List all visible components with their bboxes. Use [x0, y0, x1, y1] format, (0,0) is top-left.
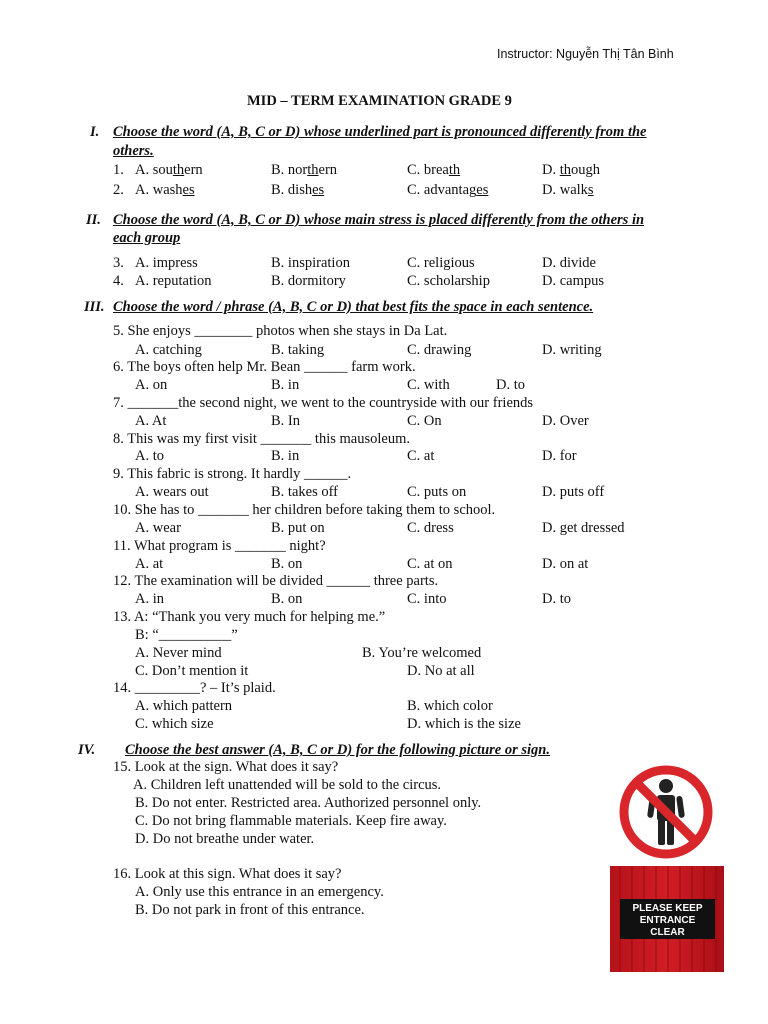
question-stem: 15. Look at the sign. What does it say?	[113, 759, 339, 775]
option-a: A. Never mind	[135, 645, 222, 661]
section-number: II.	[86, 212, 101, 228]
option-d: D. to	[542, 591, 571, 607]
option-c: C. dress	[407, 520, 454, 536]
option-c: C. religious	[407, 255, 475, 271]
sign-text-line: PLEASE KEEP	[632, 903, 703, 914]
section-number: III.	[84, 299, 105, 315]
option-d: D. No at all	[407, 663, 475, 679]
option-b: B. takes off	[271, 484, 338, 500]
option-b: B. inspiration	[271, 255, 350, 271]
option-b: B. In	[271, 413, 300, 429]
section-instruction: Choose the best answer (A, B, C or D) for the following picture or sign.	[125, 742, 550, 758]
instructor-name: Instructor: Nguyễn Thị Tân Bình	[497, 47, 674, 61]
option-c: C. puts on	[407, 484, 467, 500]
question-stem: 12. The examination will be divided ______ three parts.	[113, 573, 439, 589]
option-c: C. into	[407, 591, 447, 607]
option-d: D. which is the size	[407, 716, 521, 732]
option-b: B. Do not enter. Restricted area. Authorized personnel only.	[135, 795, 482, 811]
option-a: A. southern	[135, 162, 203, 178]
option-a: A. which pattern	[135, 698, 233, 714]
option-b: B. dishes	[271, 182, 325, 198]
option-a: A. at	[135, 556, 164, 572]
question-stem: 8. This was my first visit _______ this mausoleum.	[113, 431, 410, 447]
question-stem: 5. She enjoys ________ photos when she stays in Da Lat.	[113, 323, 448, 339]
question-stem: 9. This fabric is strong. It hardly ______.	[113, 466, 352, 482]
option-d: D. writing	[542, 342, 602, 358]
option-b: B. in	[271, 448, 300, 464]
option-b: B. dormitory	[271, 273, 346, 289]
option-b: B. on	[271, 591, 303, 607]
question-stem: 11. What program is _______ night?	[113, 538, 326, 554]
option-d: D. though	[542, 162, 601, 178]
option-b: B. northern	[271, 162, 338, 178]
option-c: C. drawing	[407, 342, 472, 358]
option-c: C. Don’t mention it	[135, 663, 249, 679]
sign-text-line: CLEAR	[650, 927, 685, 938]
option-a: A. Children left unattended will be sold to the circus.	[133, 777, 442, 793]
option-b: B. You’re welcomed	[362, 645, 482, 661]
option-d: D. Over	[542, 413, 589, 429]
option-d: D. walks	[542, 182, 594, 198]
option-b: B. put on	[271, 520, 325, 536]
option-c: C. which size	[135, 716, 214, 732]
section-number: I.	[90, 124, 100, 140]
option-c: C. Do not bring flammable materials. Keep fire away.	[135, 813, 447, 829]
question-number: 3.	[113, 255, 124, 271]
section-number: IV.	[78, 742, 96, 758]
option-a: A. At	[135, 413, 167, 429]
section-instruction: others.	[113, 143, 154, 159]
option-a: A. on	[135, 377, 168, 393]
option-c: C. On	[407, 413, 442, 429]
option-b: B. Do not park in front of this entrance.	[135, 902, 365, 918]
option-d: D. on at	[542, 556, 589, 572]
option-b: B. on	[271, 556, 303, 572]
sign-text-line: ENTRANCE	[639, 915, 696, 926]
option-c: C. with	[407, 377, 450, 393]
question-number: 1.	[113, 162, 124, 178]
option-a: A. impress	[135, 255, 198, 271]
option-a: A. washes	[135, 182, 195, 198]
option-d: D. divide	[542, 255, 596, 271]
section-instruction: each group	[113, 230, 181, 246]
option-b: B. taking	[271, 342, 325, 358]
option-a: A. reputation	[135, 273, 212, 289]
option-a: A. catching	[135, 342, 202, 358]
section-instruction: Choose the word (A, B, C or D) whose main stress is placed differently from the others in	[113, 212, 645, 228]
option-a: A. to	[135, 448, 164, 464]
option-d: D. get dressed	[542, 520, 625, 536]
question-number: 2.	[113, 182, 124, 198]
question-stem: 13. A: “Thank you very much for helping me.”	[113, 609, 386, 625]
option-b: B. in	[271, 377, 300, 393]
question-stem-reply: B: “__________”	[135, 627, 238, 643]
option-c: C. at	[407, 448, 435, 464]
question-stem: 6. The boys often help Mr. Bean ______ farm work.	[113, 359, 416, 375]
option-c: C. advantages	[407, 182, 489, 198]
exam-title: MID – TERM EXAMINATION GRADE 9	[247, 93, 512, 109]
no-entry-person-sign	[618, 764, 714, 860]
section-instruction: Choose the word (A, B, C or D) whose underlined part is pronounced differently from the	[113, 124, 647, 140]
question-stem: 7. _______the second night, we went to the countryside with our friends	[113, 395, 534, 411]
question-stem: 14. _________? – It’s plaid.	[113, 680, 276, 696]
option-a: A. wear	[135, 520, 181, 536]
option-d: D. campus	[542, 273, 605, 289]
question-number: 4.	[113, 273, 124, 289]
option-d: D. puts off	[542, 484, 605, 500]
question-stem: 10. She has to _______ her children before taking them to school.	[113, 502, 496, 518]
option-a: A. wears out	[135, 484, 209, 500]
option-c: C. scholarship	[407, 273, 490, 289]
option-c: C. at on	[407, 556, 453, 572]
option-d: D. for	[542, 448, 577, 464]
option-d: D. to	[496, 377, 525, 393]
keep-entrance-clear-sign	[610, 866, 724, 972]
option-c: C. breath	[407, 162, 461, 178]
option-a: A. Only use this entrance in an emergency.	[135, 884, 384, 900]
option-b: B. which color	[407, 698, 493, 714]
section-instruction: Choose the word / phrase (A, B, C or D) that best fits the space in each sentence.	[113, 299, 594, 315]
option-d: D. Do not breathe under water.	[135, 831, 315, 847]
question-stem: 16. Look at this sign. What does it say?	[113, 866, 342, 882]
option-a: A. in	[135, 591, 164, 607]
